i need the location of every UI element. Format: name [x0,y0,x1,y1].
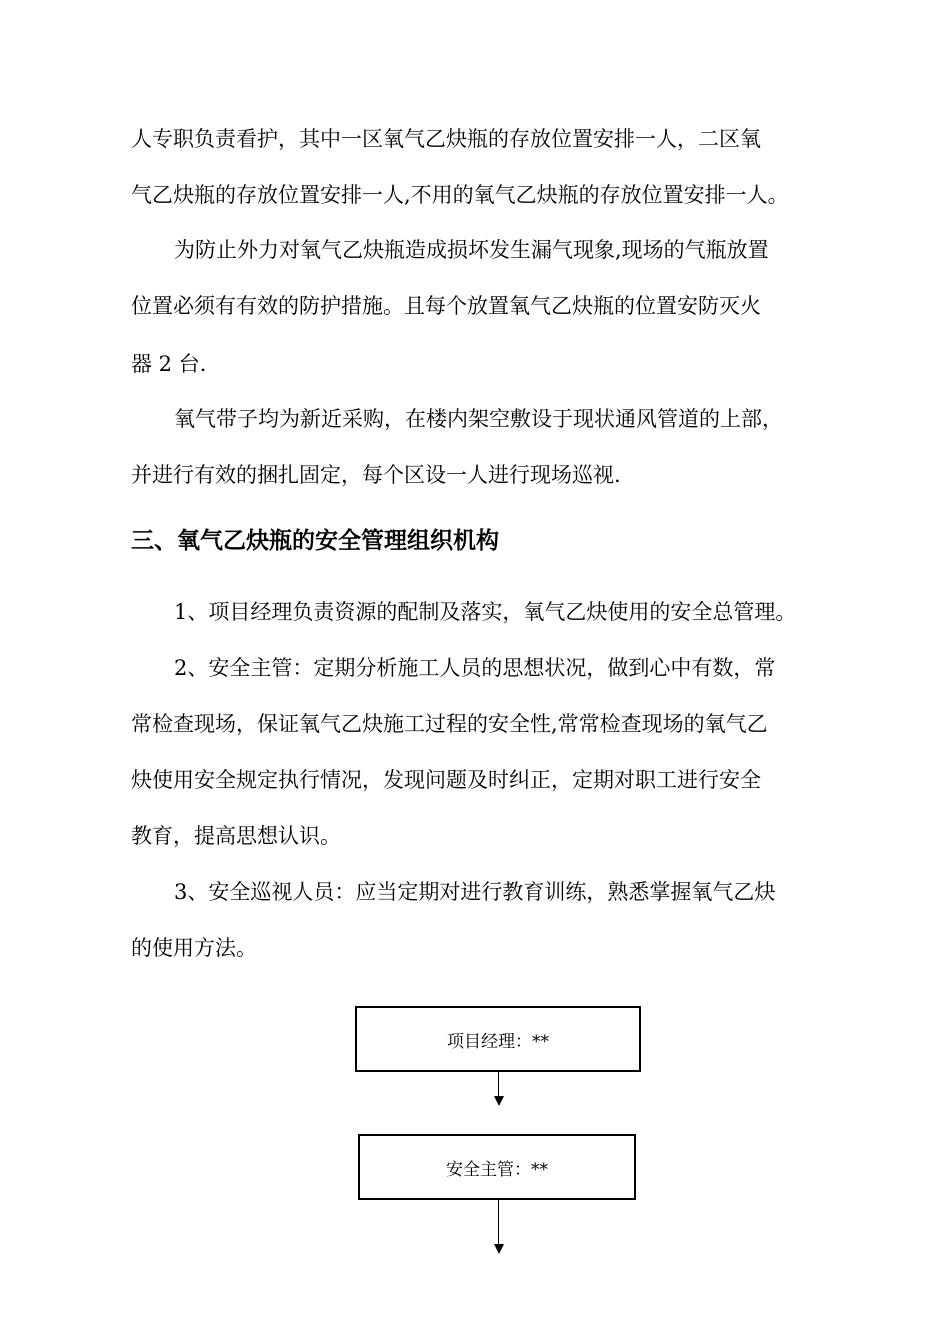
body-line: 位置必须有有效的防护措施。且每个放置氧气乙炔瓶的位置安防灭火 [131,294,761,318]
body-line: 常检查现场，保证氧气乙炔施工过程的安全性,常常检查现场的氧气乙 [131,712,768,736]
org-box-safety-supervisor [358,1134,636,1200]
body-line: 3、安全巡视人员：应当定期对进行教育训练，熟悉掌握氧气乙炔 [174,880,776,904]
connector-line [498,1200,499,1245]
body-line: 并进行有效的捆扎固定，每个区设一人进行现场巡视. [131,463,621,487]
org-box-project-manager [355,1006,641,1072]
org-box-label: 项目经理：** [447,1031,549,1052]
body-line: 氧气带子均为新近采购，在楼内架空敷设于现状通风管道的上部， [174,407,783,431]
body-line: 教育，提高思想认识。 [131,824,341,848]
body-line: 2、安全主管：定期分析施工人员的思想状况，做到心中有数，常 [174,656,776,680]
arrow-down-icon [494,1244,504,1254]
org-box-label: 安全主管：** [446,1159,548,1180]
body-line: 1、项目经理负责资源的配制及落实，氧气乙炔使用的安全总管理。 [174,600,797,624]
section-heading: 三、氧气乙炔瓶的安全管理组织机构 [131,528,499,554]
body-line: 为防止外力对氧气乙炔瓶造成损坏发生漏气现象,现场的气瓶放置 [174,238,769,262]
body-line: 炔使用安全规定执行情况，发现问题及时纠正，定期对职工进行安全 [131,768,761,792]
body-line: 人专职负责看护，其中一区氧气乙炔瓶的存放位置安排一人，二区氧 [131,127,761,151]
body-line: 气乙炔瓶的存放位置安排一人,不用的氧气乙炔瓶的存放位置安排一人。 [131,183,789,207]
body-line: 的使用方法。 [131,936,257,960]
arrow-down-icon [494,1096,504,1106]
body-line: 器 2 台. [131,352,207,376]
connector-line [498,1072,499,1097]
